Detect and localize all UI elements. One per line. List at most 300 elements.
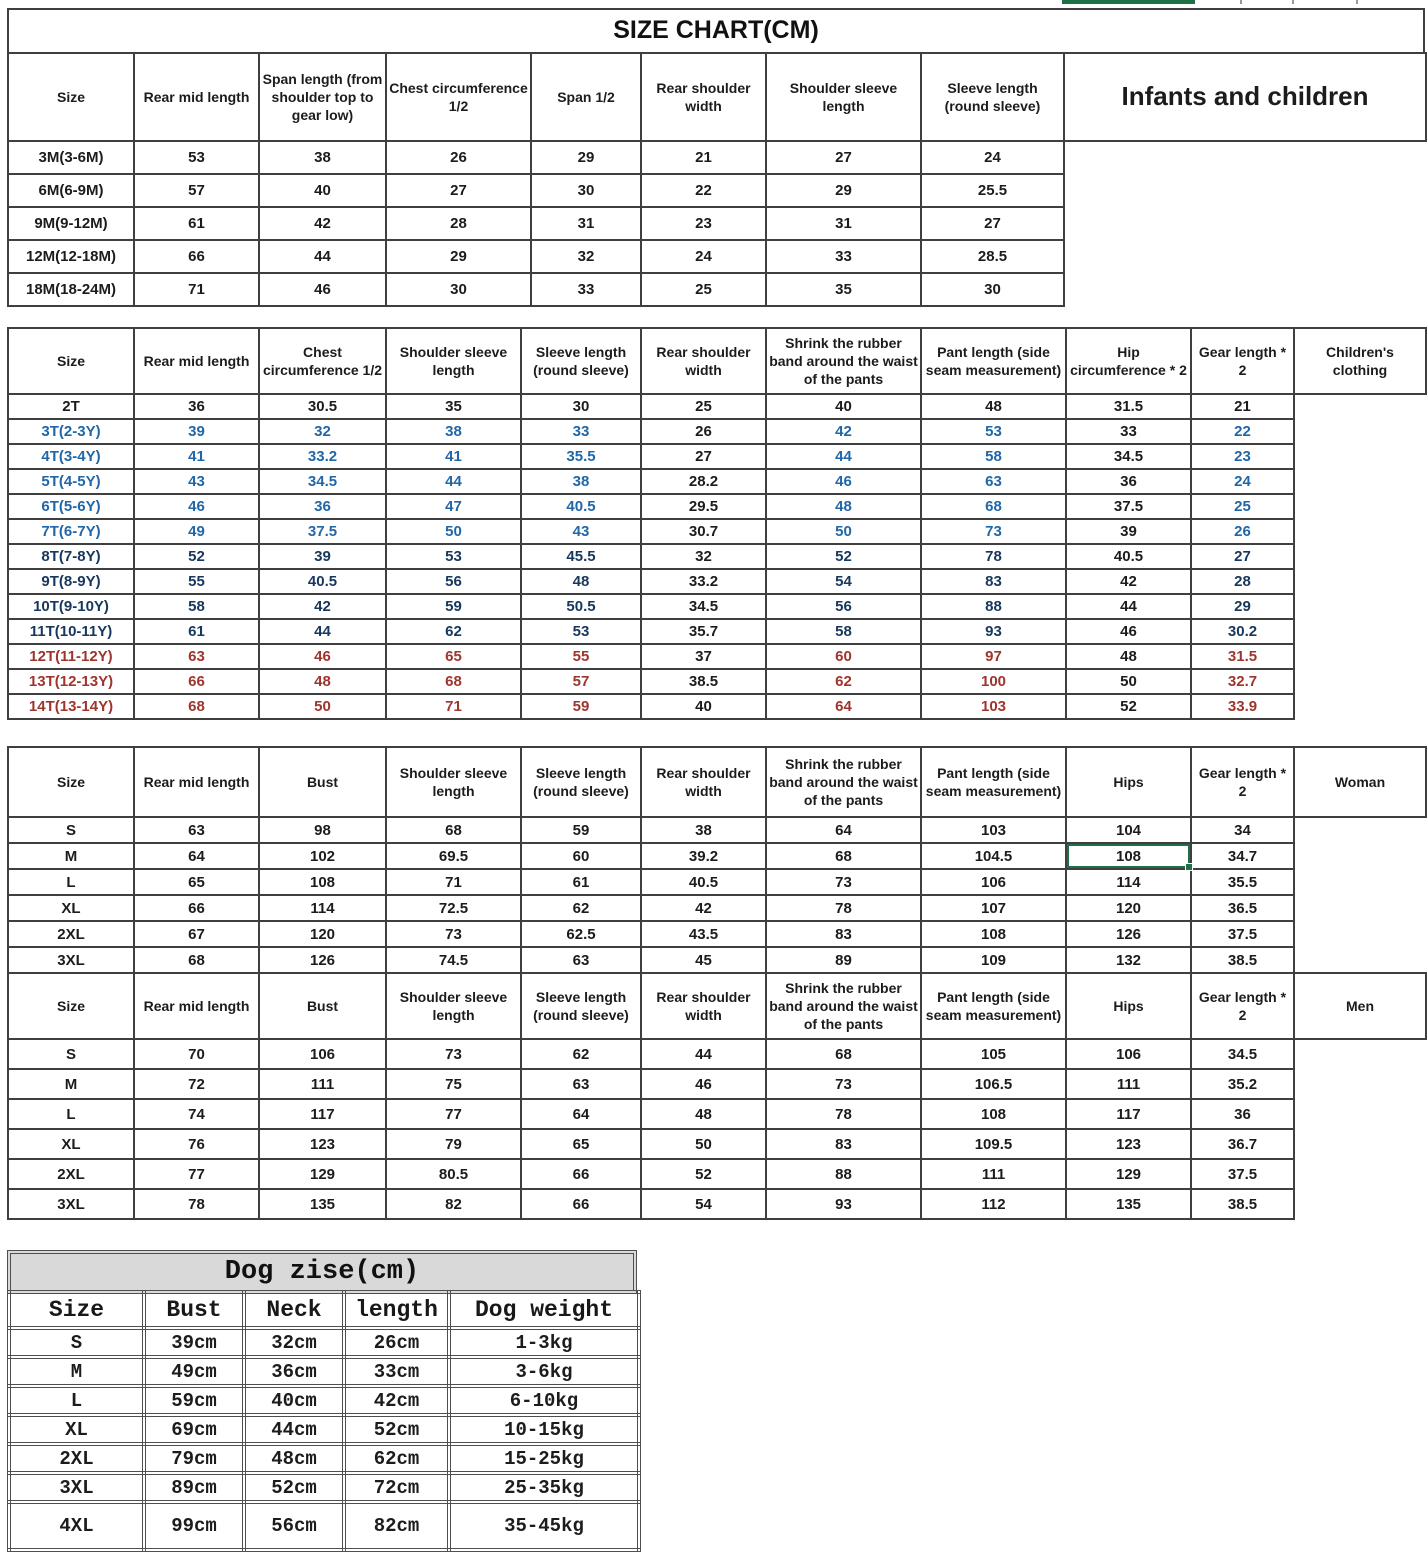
value-cell: 31 — [531, 207, 641, 240]
value-cell: 44 — [1066, 594, 1191, 619]
value-cell: 36.5 — [1191, 895, 1294, 921]
value-cell: 33.9 — [1191, 694, 1294, 719]
value-cell: 25 — [641, 394, 766, 419]
value-cell: 48cm — [244, 1444, 344, 1473]
value-cell: 28.5 — [921, 240, 1064, 273]
column-header: Hips — [1066, 747, 1191, 817]
value-cell: 63 — [521, 947, 641, 973]
children-size-table — [7, 327, 1427, 720]
value-cell: 49cm — [144, 1357, 244, 1386]
column-header: Shrink the rubber band around the waist of the pants — [766, 973, 921, 1039]
active-cell: 108 — [1066, 843, 1191, 869]
value-cell: 29.5 — [641, 494, 766, 519]
value-cell: 66 — [134, 895, 259, 921]
size-row-M — [9, 1357, 639, 1386]
value-cell: 31.5 — [1066, 394, 1191, 419]
value-cell: 68 — [134, 947, 259, 973]
size-cell: 3XL — [8, 1189, 134, 1219]
value-cell: 28 — [1191, 569, 1294, 594]
value-cell: 50 — [259, 694, 386, 719]
size-row-5T(4-5Y) — [8, 469, 1426, 494]
size-row-7T(6-7Y) — [8, 519, 1426, 544]
value-cell: 62cm — [344, 1444, 449, 1473]
value-cell: 102 — [259, 843, 386, 869]
size-row-12T(11-12Y) — [8, 644, 1426, 669]
value-cell: 21 — [641, 141, 766, 174]
value-cell: 33.2 — [259, 444, 386, 469]
value-cell: 60 — [766, 644, 921, 669]
value-cell: 38.5 — [1191, 1189, 1294, 1219]
column-header: Span 1/2 — [531, 53, 641, 141]
gridline-tick — [1292, 0, 1294, 4]
header-row — [8, 973, 1426, 1039]
size-cell: 14T(13-14Y) — [8, 694, 134, 719]
value-cell: 34.7 — [1191, 843, 1294, 869]
column-header: Gear length * 2 — [1191, 747, 1294, 817]
value-cell: 35.5 — [521, 444, 641, 469]
value-cell: 129 — [259, 1159, 386, 1189]
value-cell: 42 — [1066, 569, 1191, 594]
size-cell: M — [8, 1069, 134, 1099]
size-cell: 4T(3-4Y) — [8, 444, 134, 469]
value-cell: 38.5 — [641, 669, 766, 694]
value-cell: 88 — [766, 1159, 921, 1189]
value-cell: 93 — [766, 1189, 921, 1219]
column-header: Sleeve length (round sleeve) — [521, 328, 641, 394]
value-cell: 10-15kg — [449, 1415, 639, 1444]
size-cell: L — [8, 869, 134, 895]
value-cell: 111 — [259, 1069, 386, 1099]
value-cell: 30 — [921, 273, 1064, 306]
woman-size-table — [7, 746, 1427, 974]
value-cell: 34 — [1191, 817, 1294, 843]
value-cell: 1-3kg — [449, 1328, 639, 1357]
value-cell: 117 — [259, 1099, 386, 1129]
value-cell: 82cm — [344, 1502, 449, 1550]
value-cell: 103 — [921, 817, 1066, 843]
value-cell: 73 — [766, 1069, 921, 1099]
column-header: Sleeve length (round sleeve) — [521, 973, 641, 1039]
value-cell: 106 — [1066, 1039, 1191, 1069]
value-cell: 15-25kg — [449, 1444, 639, 1473]
column-header: Rear mid length — [134, 328, 259, 394]
value-cell: 34.5 — [259, 469, 386, 494]
value-cell: 71 — [386, 694, 521, 719]
value-cell: 30.2 — [1191, 619, 1294, 644]
value-cell: 25-35kg — [449, 1473, 639, 1502]
value-cell: 46 — [1066, 619, 1191, 644]
size-row-13T(12-13Y) — [8, 669, 1426, 694]
infants-size-table — [7, 52, 1427, 307]
value-cell: 105 — [921, 1039, 1066, 1069]
value-cell: 66 — [521, 1159, 641, 1189]
gridline-tick — [1356, 0, 1358, 4]
size-row-3M(3-6M) — [8, 141, 1426, 174]
size-cell: L — [9, 1386, 144, 1415]
value-cell: 37.5 — [259, 519, 386, 544]
size-cell: S — [9, 1328, 144, 1357]
value-cell: 40.5 — [641, 869, 766, 895]
value-cell: 59cm — [144, 1386, 244, 1415]
column-header: length — [344, 1292, 449, 1328]
column-header: Size — [8, 53, 134, 141]
size-row-6M(6-9M) — [8, 174, 1426, 207]
value-cell: 52 — [641, 1159, 766, 1189]
value-cell: 48 — [1066, 644, 1191, 669]
value-cell: 57 — [521, 669, 641, 694]
value-cell: 72 — [134, 1069, 259, 1099]
value-cell: 104 — [1066, 817, 1191, 843]
value-cell: 28.2 — [641, 469, 766, 494]
value-cell: 36cm — [244, 1357, 344, 1386]
value-cell: 48 — [259, 669, 386, 694]
value-cell: 68 — [766, 1039, 921, 1069]
value-cell: 33cm — [344, 1357, 449, 1386]
value-cell: 63 — [521, 1069, 641, 1099]
value-cell: 78 — [766, 895, 921, 921]
size-cell: 2XL — [8, 921, 134, 947]
column-header: Sleeve length (round sleeve) — [521, 747, 641, 817]
value-cell: 31 — [766, 207, 921, 240]
value-cell: 83 — [766, 1129, 921, 1159]
value-cell: 57 — [134, 174, 259, 207]
value-cell: 114 — [1066, 869, 1191, 895]
value-cell: 49 — [134, 519, 259, 544]
value-cell: 43 — [521, 519, 641, 544]
value-cell: 29 — [386, 240, 531, 273]
value-cell: 65 — [386, 644, 521, 669]
value-cell: 126 — [259, 947, 386, 973]
value-cell: 38.5 — [1191, 947, 1294, 973]
size-row-6T(5-6Y) — [8, 494, 1426, 519]
value-cell: 44 — [259, 619, 386, 644]
value-cell: 24 — [1191, 469, 1294, 494]
value-cell: 35.5 — [1191, 869, 1294, 895]
column-header: Rear shoulder width — [641, 747, 766, 817]
value-cell: 112 — [921, 1189, 1066, 1219]
value-cell: 3-6kg — [449, 1357, 639, 1386]
size-cell: 4XL — [9, 1502, 144, 1550]
value-cell: 32.7 — [1191, 669, 1294, 694]
size-row-S — [8, 1039, 1426, 1069]
size-chart-title: SIZE CHART(CM) — [7, 8, 1425, 54]
value-cell: 68 — [766, 843, 921, 869]
size-cell: S — [8, 817, 134, 843]
value-cell: 25 — [1191, 494, 1294, 519]
value-cell: 53 — [386, 544, 521, 569]
value-cell: 58 — [766, 619, 921, 644]
value-cell: 46 — [259, 644, 386, 669]
value-cell: 26 — [641, 419, 766, 444]
column-header: Dog weight — [449, 1292, 639, 1328]
value-cell: 25.5 — [921, 174, 1064, 207]
value-cell: 59 — [386, 594, 521, 619]
size-row-3XL — [8, 947, 1426, 973]
size-row-XL — [8, 1129, 1426, 1159]
value-cell: 30 — [386, 273, 531, 306]
size-cell: 6T(5-6Y) — [8, 494, 134, 519]
size-row-XL — [9, 1415, 639, 1444]
size-cell: 12M(12-18M) — [8, 240, 134, 273]
value-cell: 111 — [921, 1159, 1066, 1189]
section-label: Men — [1294, 973, 1426, 1039]
size-cell: 3M(3-6M) — [8, 141, 134, 174]
value-cell: 53 — [521, 619, 641, 644]
section-label: Children's clothing — [1294, 328, 1426, 394]
size-row-9T(8-9Y) — [8, 569, 1426, 594]
value-cell: 52 — [134, 544, 259, 569]
value-cell: 32 — [259, 419, 386, 444]
value-cell: 66 — [134, 240, 259, 273]
column-header: Span length (from shoulder top to gear low) — [259, 53, 386, 141]
size-cell: S — [8, 1039, 134, 1069]
value-cell: 25 — [641, 273, 766, 306]
column-header: Size — [8, 747, 134, 817]
size-row-12M(12-18M) — [8, 240, 1426, 273]
value-cell: 120 — [259, 921, 386, 947]
value-cell: 63 — [921, 469, 1066, 494]
value-cell: 32 — [531, 240, 641, 273]
size-row-9M(9-12M) — [8, 207, 1426, 240]
value-cell: 72.5 — [386, 895, 521, 921]
size-cell: 11T(10-11Y) — [8, 619, 134, 644]
value-cell: 39 — [134, 419, 259, 444]
size-row-M — [8, 1069, 1426, 1099]
size-row-XL — [8, 895, 1426, 921]
value-cell: 50 — [386, 519, 521, 544]
value-cell: 108 — [921, 1099, 1066, 1129]
value-cell: 111 — [1066, 1069, 1191, 1099]
value-cell: 48 — [766, 494, 921, 519]
value-cell: 44 — [259, 240, 386, 273]
value-cell: 109.5 — [921, 1129, 1066, 1159]
value-cell: 59 — [521, 694, 641, 719]
size-row-2XL — [8, 1159, 1426, 1189]
value-cell: 126 — [1066, 921, 1191, 947]
value-cell: 120 — [1066, 895, 1191, 921]
value-cell: 89cm — [144, 1473, 244, 1502]
value-cell: 46 — [766, 469, 921, 494]
value-cell: 36.7 — [1191, 1129, 1294, 1159]
value-cell: 83 — [766, 921, 921, 947]
value-cell: 27 — [386, 174, 531, 207]
size-cell: 8T(7-8Y) — [8, 544, 134, 569]
value-cell: 33 — [521, 419, 641, 444]
value-cell: 82 — [386, 1189, 521, 1219]
value-cell: 109 — [921, 947, 1066, 973]
value-cell: 107 — [921, 895, 1066, 921]
size-row-2T — [8, 394, 1426, 419]
value-cell: 65 — [134, 869, 259, 895]
size-cell: 2T — [8, 394, 134, 419]
section-label: Infants and children — [1064, 53, 1426, 141]
size-cell: 5T(4-5Y) — [8, 469, 134, 494]
value-cell: 46 — [259, 273, 386, 306]
size-cell: L — [8, 1099, 134, 1129]
value-cell: 24 — [641, 240, 766, 273]
column-header: Rear shoulder width — [641, 53, 766, 141]
value-cell: 36 — [134, 394, 259, 419]
column-header: Size — [9, 1292, 144, 1328]
column-header: Shoulder sleeve length — [386, 973, 521, 1039]
value-cell: 30.7 — [641, 519, 766, 544]
value-cell: 29 — [1191, 594, 1294, 619]
value-cell: 46 — [641, 1069, 766, 1099]
value-cell: 73 — [386, 1039, 521, 1069]
value-cell: 99cm — [144, 1502, 244, 1550]
value-cell: 36 — [259, 494, 386, 519]
column-header: Gear length * 2 — [1191, 328, 1294, 394]
value-cell: 117 — [1066, 1099, 1191, 1129]
value-cell: 45 — [641, 947, 766, 973]
value-cell: 26 — [386, 141, 531, 174]
value-cell: 52 — [1066, 694, 1191, 719]
value-cell: 23 — [1191, 444, 1294, 469]
value-cell: 106.5 — [921, 1069, 1066, 1099]
value-cell: 54 — [766, 569, 921, 594]
size-cell: XL — [8, 1129, 134, 1159]
value-cell: 35-45kg — [449, 1502, 639, 1550]
value-cell: 26 — [1191, 519, 1294, 544]
value-cell: 59 — [521, 817, 641, 843]
size-cell: 7T(6-7Y) — [8, 519, 134, 544]
column-header: Shoulder sleeve length — [386, 747, 521, 817]
size-row-2XL — [8, 921, 1426, 947]
column-header: Rear shoulder width — [641, 328, 766, 394]
value-cell: 77 — [386, 1099, 521, 1129]
size-cell: 9T(8-9Y) — [8, 569, 134, 594]
value-cell: 40 — [259, 174, 386, 207]
value-cell: 100 — [921, 669, 1066, 694]
value-cell: 62 — [521, 895, 641, 921]
column-header: Chest circumference 1/2 — [259, 328, 386, 394]
column-header: Hips — [1066, 973, 1191, 1039]
value-cell: 79 — [386, 1129, 521, 1159]
value-cell: 93 — [921, 619, 1066, 644]
column-header: Shoulder sleeve length — [386, 328, 521, 394]
excel-selection-border-artifact — [1062, 0, 1195, 4]
value-cell: 78 — [921, 544, 1066, 569]
column-header: Chest circumference 1/2 — [386, 53, 531, 141]
value-cell: 42 — [259, 207, 386, 240]
value-cell: 47 — [386, 494, 521, 519]
value-cell: 76 — [134, 1129, 259, 1159]
value-cell: 33 — [531, 273, 641, 306]
value-cell: 33.2 — [641, 569, 766, 594]
size-row-M — [8, 843, 1426, 869]
column-header: Rear mid length — [134, 53, 259, 141]
value-cell: 63 — [134, 644, 259, 669]
value-cell: 35.2 — [1191, 1069, 1294, 1099]
value-cell: 53 — [134, 141, 259, 174]
value-cell: 44cm — [244, 1415, 344, 1444]
value-cell: 83 — [921, 569, 1066, 594]
men-size-table — [7, 972, 1427, 1220]
value-cell: 43 — [134, 469, 259, 494]
value-cell: 64 — [521, 1099, 641, 1129]
value-cell: 39.2 — [641, 843, 766, 869]
value-cell: 68 — [386, 669, 521, 694]
column-header: Neck — [244, 1292, 344, 1328]
size-row-S — [8, 817, 1426, 843]
value-cell: 35 — [766, 273, 921, 306]
value-cell: 62 — [766, 669, 921, 694]
value-cell: 44 — [766, 444, 921, 469]
value-cell: 40 — [641, 694, 766, 719]
value-cell: 37.5 — [1191, 921, 1294, 947]
value-cell: 42 — [766, 419, 921, 444]
gridline-tick — [1240, 0, 1242, 4]
section-label: Woman — [1294, 747, 1426, 817]
column-header: Pant length (side seam measurement) — [921, 973, 1066, 1039]
value-cell: 43.5 — [641, 921, 766, 947]
value-cell: 28 — [386, 207, 531, 240]
value-cell: 27 — [921, 207, 1064, 240]
size-cell: 9M(9-12M) — [8, 207, 134, 240]
header-row — [9, 1292, 639, 1328]
value-cell: 42cm — [344, 1386, 449, 1415]
value-cell: 64 — [766, 694, 921, 719]
column-header: Bust — [259, 747, 386, 817]
column-header: Shrink the rubber band around the waist of the pants — [766, 747, 921, 817]
size-row-14T(13-14Y) — [8, 694, 1426, 719]
value-cell: 6-10kg — [449, 1386, 639, 1415]
value-cell: 67 — [134, 921, 259, 947]
value-cell: 48 — [921, 394, 1066, 419]
value-cell: 42 — [259, 594, 386, 619]
value-cell: 37 — [641, 644, 766, 669]
size-row-4XL — [9, 1502, 639, 1550]
header-row — [8, 53, 1426, 141]
size-cell: 13T(12-13Y) — [8, 669, 134, 694]
dog-size-table — [7, 1290, 641, 1552]
size-row-L — [9, 1386, 639, 1415]
value-cell: 73 — [921, 519, 1066, 544]
value-cell: 58 — [921, 444, 1066, 469]
value-cell: 123 — [1066, 1129, 1191, 1159]
value-cell: 39 — [259, 544, 386, 569]
column-header: Gear length * 2 — [1191, 973, 1294, 1039]
value-cell: 38 — [641, 817, 766, 843]
value-cell: 123 — [259, 1129, 386, 1159]
size-row-2XL — [9, 1444, 639, 1473]
column-header: Hip circumference * 2 — [1066, 328, 1191, 394]
value-cell: 33 — [766, 240, 921, 273]
value-cell: 70 — [134, 1039, 259, 1069]
value-cell: 65 — [521, 1129, 641, 1159]
value-cell: 32 — [641, 544, 766, 569]
value-cell: 37.5 — [1191, 1159, 1294, 1189]
column-header: Size — [8, 328, 134, 394]
value-cell: 36 — [1191, 1099, 1294, 1129]
value-cell: 45.5 — [521, 544, 641, 569]
value-cell: 61 — [521, 869, 641, 895]
size-row-11T(10-11Y) — [8, 619, 1426, 644]
value-cell: 77 — [134, 1159, 259, 1189]
value-cell: 64 — [134, 843, 259, 869]
value-cell: 29 — [766, 174, 921, 207]
value-cell: 98 — [259, 817, 386, 843]
value-cell: 48 — [641, 1099, 766, 1129]
column-header: Sleeve length (round sleeve) — [921, 53, 1064, 141]
size-cell: 3T(2-3Y) — [8, 419, 134, 444]
value-cell: 68 — [134, 694, 259, 719]
size-cell: 3XL — [8, 947, 134, 973]
value-cell: 104.5 — [921, 843, 1066, 869]
value-cell: 52cm — [244, 1473, 344, 1502]
value-cell: 30 — [531, 174, 641, 207]
size-row-4T(3-4Y) — [8, 444, 1426, 469]
